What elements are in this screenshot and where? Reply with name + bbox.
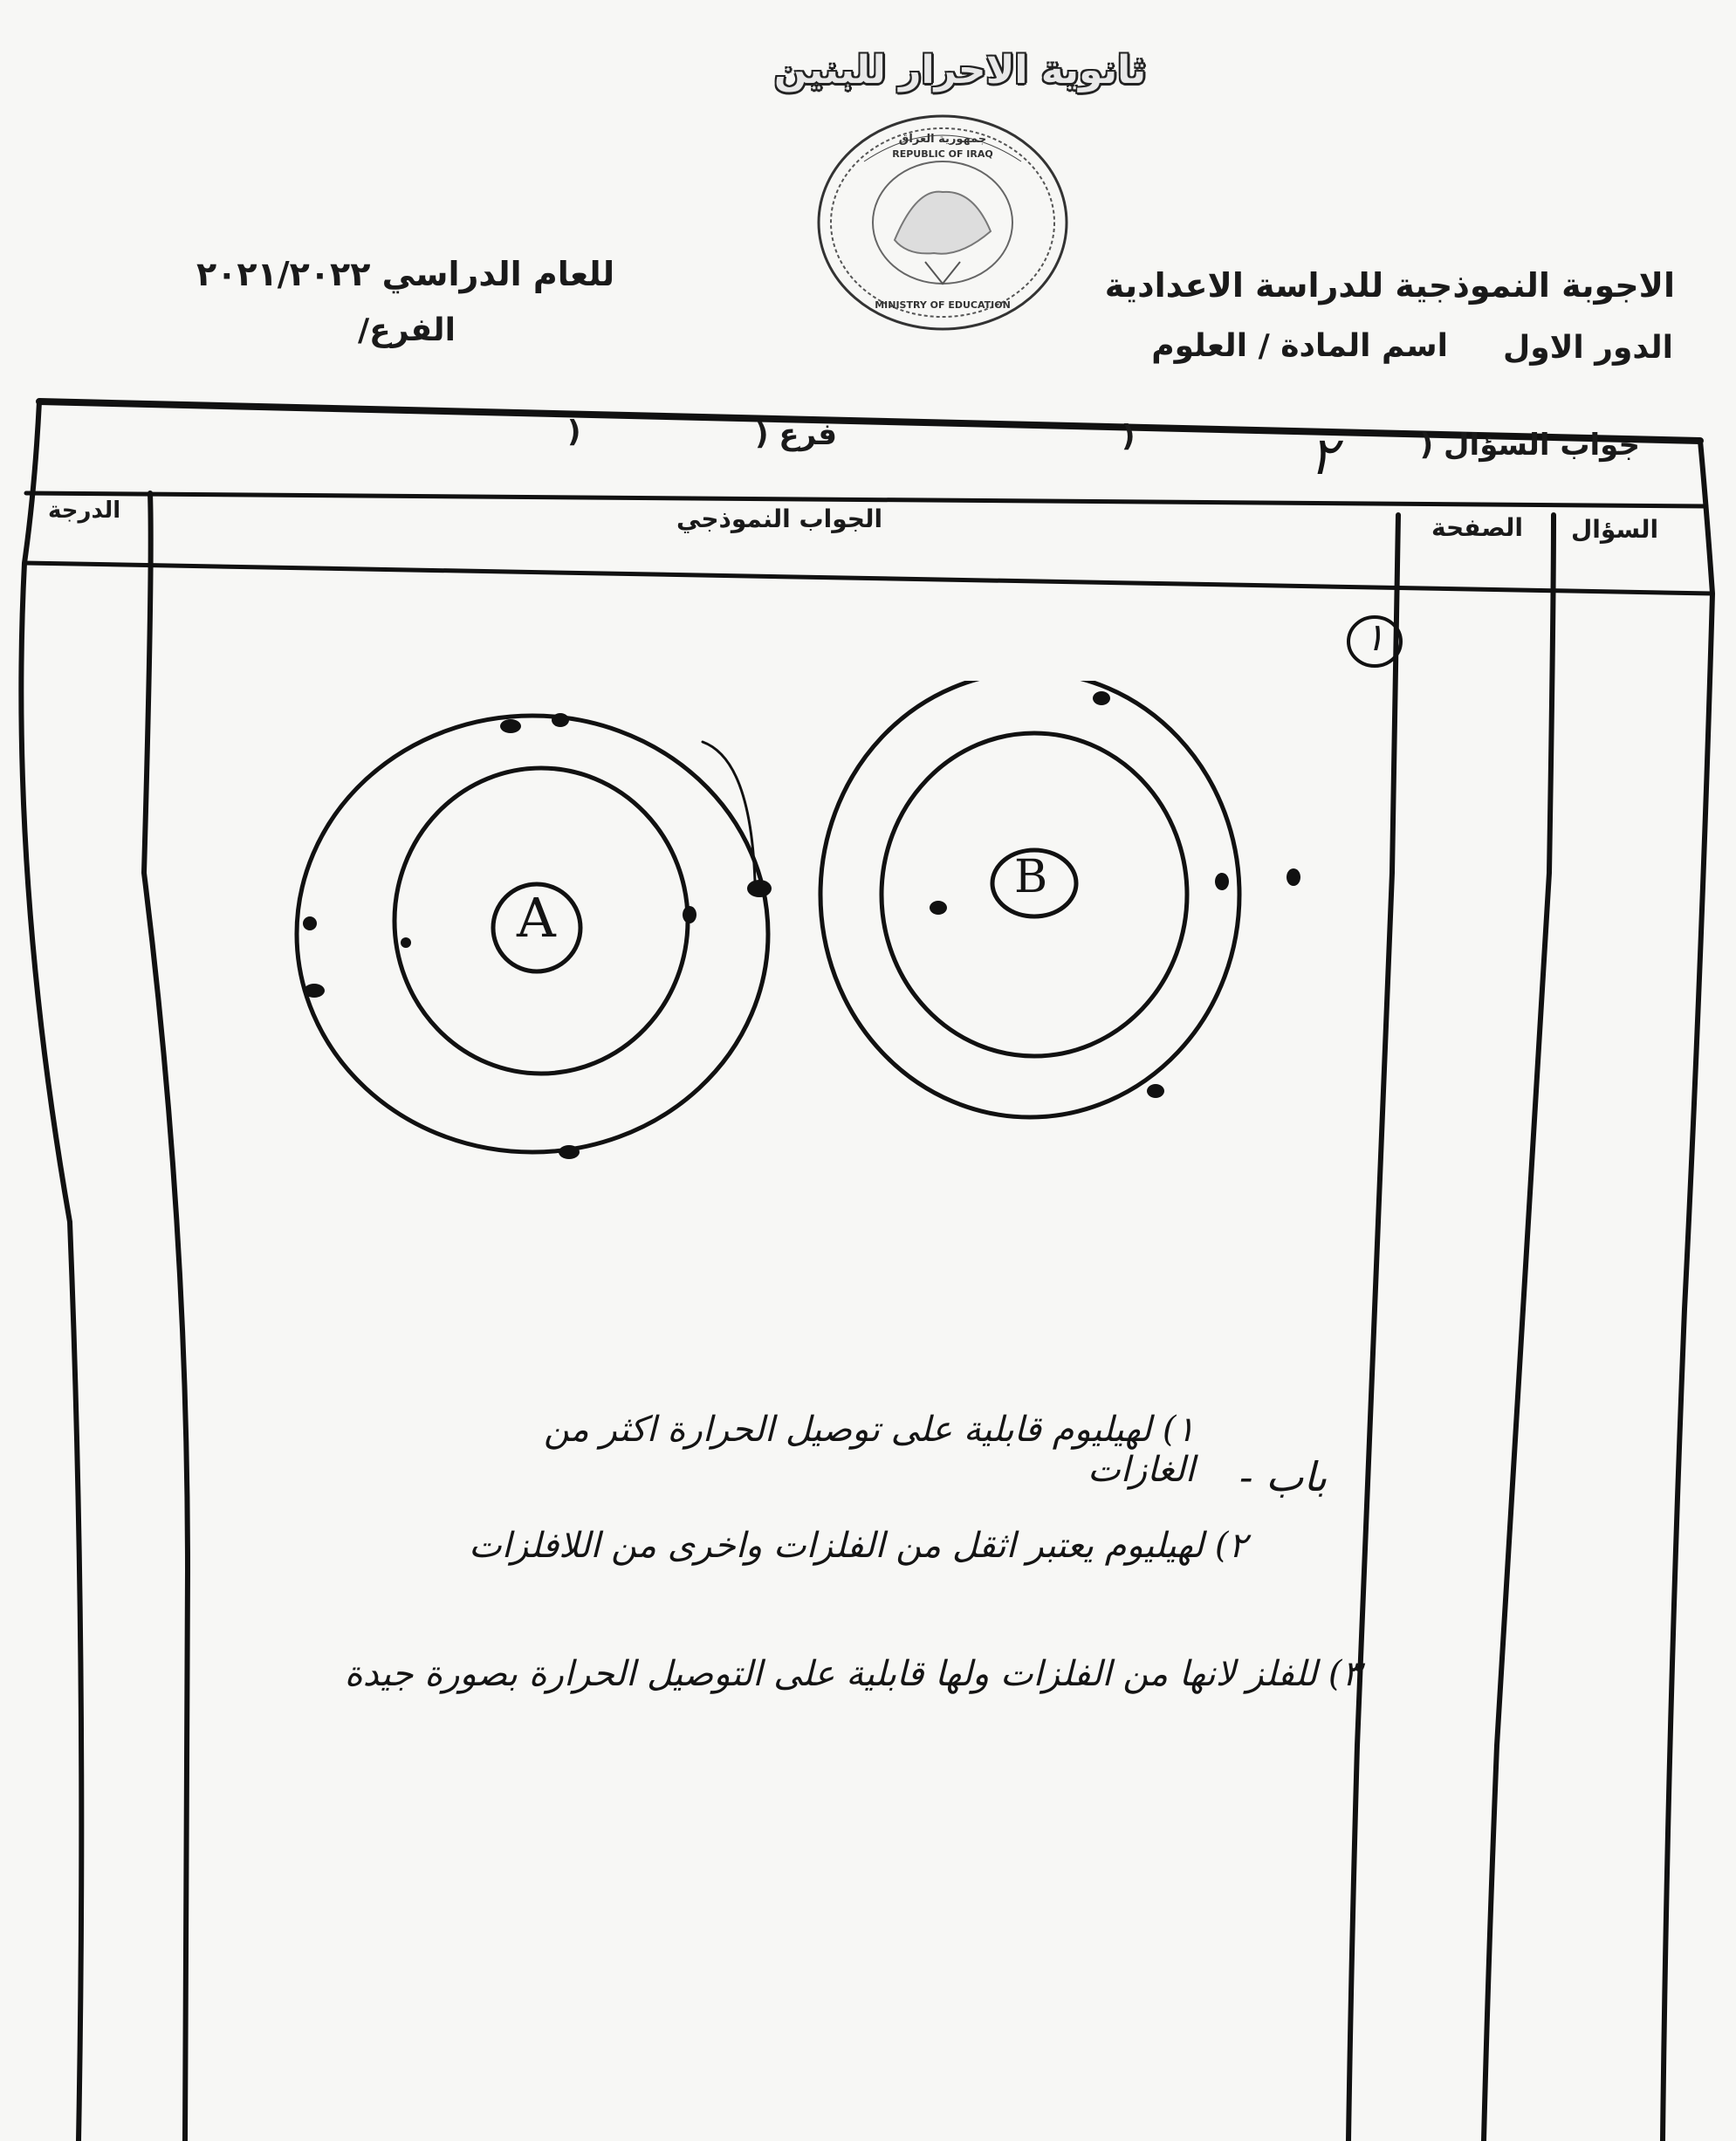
exam-round: الدور الاول bbox=[1502, 330, 1673, 366]
handwritten-question-number: ٢ bbox=[1309, 426, 1338, 487]
item-number: ١ bbox=[1364, 615, 1385, 660]
column-model-answer: الجواب النموذجي bbox=[676, 504, 883, 533]
svg-text:REPUBLIC OF IRAQ: REPUBLIC OF IRAQ bbox=[892, 148, 993, 160]
column-question: السؤال bbox=[1571, 515, 1659, 544]
academic-year: للعام الدراسي ٢٠٢١/٢٠٢٢ bbox=[196, 255, 615, 293]
atom-a-label: A bbox=[517, 886, 556, 950]
school-name: ثانوية الاحرار للبنين bbox=[773, 48, 1147, 93]
svg-text:MINISTRY OF EDUCATION: MINISTRY OF EDUCATION bbox=[875, 299, 1011, 311]
answer-line-2: ٢) لهيليوم يعتبر اثقل من الفلزات واخرى من اللافلزات bbox=[469, 1526, 1247, 1566]
atom-b-label: B bbox=[1014, 851, 1048, 903]
answer-line-1: ١) لهيليوم قابلية على توصيل الحرارة اكثر من الغازات bbox=[543, 1410, 1195, 1490]
page-title: الاجوبة النموذجية للدراسة الاعدادية bbox=[1104, 266, 1675, 305]
svg-text:جمهورية العراق: جمهورية العراق bbox=[898, 133, 987, 146]
branch-label: الفرع/ bbox=[358, 312, 456, 348]
answer-line-3: ٣) للفلز لانها من الفلزات ولها قابلية على التوصيل الحرارة بصورة جيدة bbox=[344, 1654, 1361, 1694]
branch-field-label: فرع ( bbox=[755, 417, 838, 452]
atom-diagrams bbox=[279, 681, 1327, 1187]
section-label: باب - bbox=[1239, 1453, 1328, 1500]
column-page: الصفحة bbox=[1431, 513, 1524, 542]
subject-name: اسم المادة / العلوم bbox=[1151, 328, 1448, 364]
question-answer-label: جواب السؤال ( bbox=[1419, 428, 1640, 463]
question-answer-close: ) bbox=[1122, 419, 1136, 454]
branch-field-close: ) bbox=[567, 415, 581, 449]
column-grade: الدرجة bbox=[48, 498, 121, 524]
